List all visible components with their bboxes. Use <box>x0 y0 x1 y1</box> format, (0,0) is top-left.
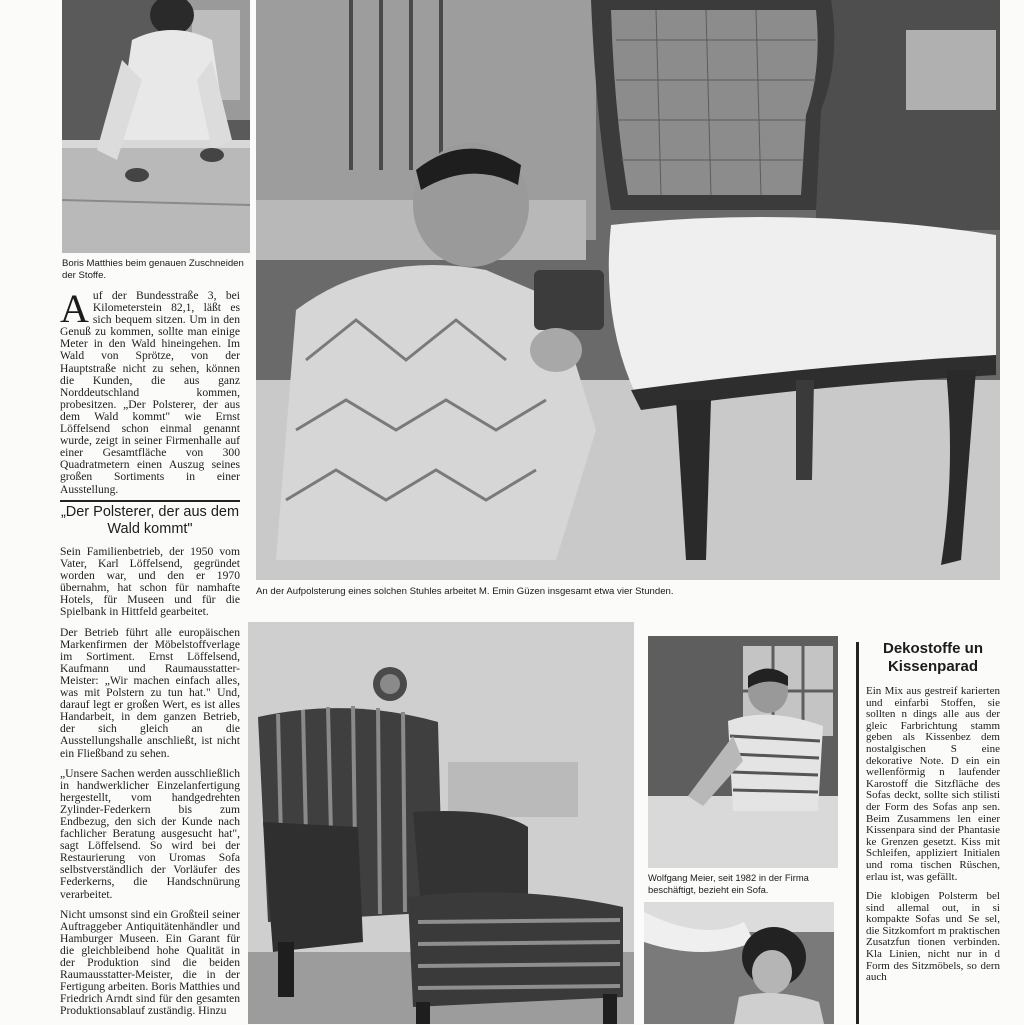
subhead-top-rule <box>60 500 240 502</box>
caption-meier: Wolfgang Meier, seit 1982 in der Firma beschäftigt, bezieht ein Sofa. <box>648 872 809 895</box>
sidebar-paragraph-2: Die klobigen Polsterm bel sind allemal out, in si kompakte Sofas und Se sel, die Sitzkomfort m praktischen Zusatzfun tionen verbinden. Kla Linien, nicht nur in d Form des Sitzmöbels, so dern auch <box>866 890 1000 984</box>
article-paragraph-3: „Unsere Sachen werden ausschließlich in handwerklicher Einzelanfertigung hergestellt, vom handgedrehten Zylinder-Federkern bis zum Endbezug, den sich der Kunde nach fachlicher Beratung ausgesucht hat", sagt Löffelsend. So wird bei der Restaurierung von Uromas Sofa selbstverständlich der Vorläufer des Federkerns, die Handschnürung verarbeitet. <box>60 766 240 901</box>
article-paragraph-1: Sein Familienbetrieb, der 1950 vom Vater, Karl Löffelsend, gegründet worden war, und den er 1970 übernahm, hat schon für namhafte Hotels, für Museen und für die Spielbank in Hittfeld gearbeitet. <box>60 545 240 619</box>
photo-seamstress-illustration <box>644 902 834 1024</box>
photo-guezen <box>256 0 1000 580</box>
sidebar-heading-line-1: Dekostoffe un <box>882 640 983 657</box>
sidebar-body <box>866 686 1000 1024</box>
caption-guezen: An der Aufpolsterung eines solchen Stuhles arbeitet M. Emin Güzen insgesamt etwa vier Stunden. <box>256 586 674 597</box>
photo-meier-illustration <box>648 636 838 868</box>
sidebar-heading <box>866 640 1000 676</box>
sidebar-heading-line-2: Kissenparad <box>887 658 979 675</box>
photo-matthies-illustration <box>62 0 250 253</box>
sidebar-left-rule <box>856 642 859 1024</box>
article-dropcap: A <box>60 286 89 331</box>
article-body <box>60 546 240 1025</box>
photo-armchair <box>248 622 634 1024</box>
article-paragraph-2: Der Betrieb führt alle europäischen Markenfirmen der Möbelstoffverlage im Sortiment. Ernst Löffelsend, Kaufmann und Raumausstatter-Meister: „Wir machen einfach alles, was mit Polstern zu tun hat." Und, darauf legt er großen Wert, es ist alles Handarbeit, in dem ganzen Betrieb, der sich gleich an die Ausstellungshalle anschließt, ist nicht ein Fließband zu sehen. <box>60 625 240 760</box>
article-paragraph-4: Nicht umsonst sind ein Großteil seiner Auftraggeber Antiquitätenhändler und Hamburger Museen. Ein Garant für die gleichbleibend hohe Qualität in der Produktion sind die beiden Raumausstatter-Meister, die in der Fertigung arbeiten. Boris Matthies und Friedrich Arndt sind für den gesamten Produktionsablauf zuständig. Hinzu <box>60 907 240 1018</box>
photo-meier <box>648 636 838 868</box>
photo-seamstress <box>644 902 834 1024</box>
article-lead-text: uf der Bundesstraße 3, bei Kilometerstein 82,1, läßt es sich bequem sitzen. Um in den Genuß zu kommen, sollte man einige Meter in den Wald hineingehen. Im Wald von Sprötze, von der Hauptstraße nicht zu sehen, können die Kunden, die aus ganz Norddeutschland kommen, probesitzen. „Der Polsterer, der aus dem Wald kommt" wie Ernst Löffelsend schon einmal genannt wurde, zeigt in seiner Firmenhalle auf einer Gesamtfläche von 300 Quadratmetern einen Auszug seines großen Sortiments in einer Ausstellung. <box>60 289 240 496</box>
photo-matthies <box>62 0 250 253</box>
photo-armchair-illustration <box>248 622 634 1024</box>
photo-guezen-illustration <box>256 0 1000 580</box>
sidebar-paragraph-1: Ein Mix aus gestreif karierten und einfarbi Stoffen, sie sollten n dings alle aus der gleic Farbrichtung stamm geben als Kissenbez dem nostalgischen S eine dekorative Note. D ein ein wellenförmig n laufender Karostoff die Sitzfläche des Sofas deckt, sollte sich stilisti der Form des Sofas anp sen. Beim Zusammens len einer Kissenpara sind der Phantasie ke Grenzen gesetzt. Kiss mit Schleifen, appliziert Initialen und roma tischen Rüschen, erlau ist, was gefällt. <box>866 686 1000 883</box>
article-lead <box>60 286 240 496</box>
caption-matthies: Boris Matthies beim genauen Zuschneiden der Stoffe. <box>62 258 244 281</box>
article-subhead: „Der Polsterer, der aus dem Wald kommt" <box>60 504 240 537</box>
